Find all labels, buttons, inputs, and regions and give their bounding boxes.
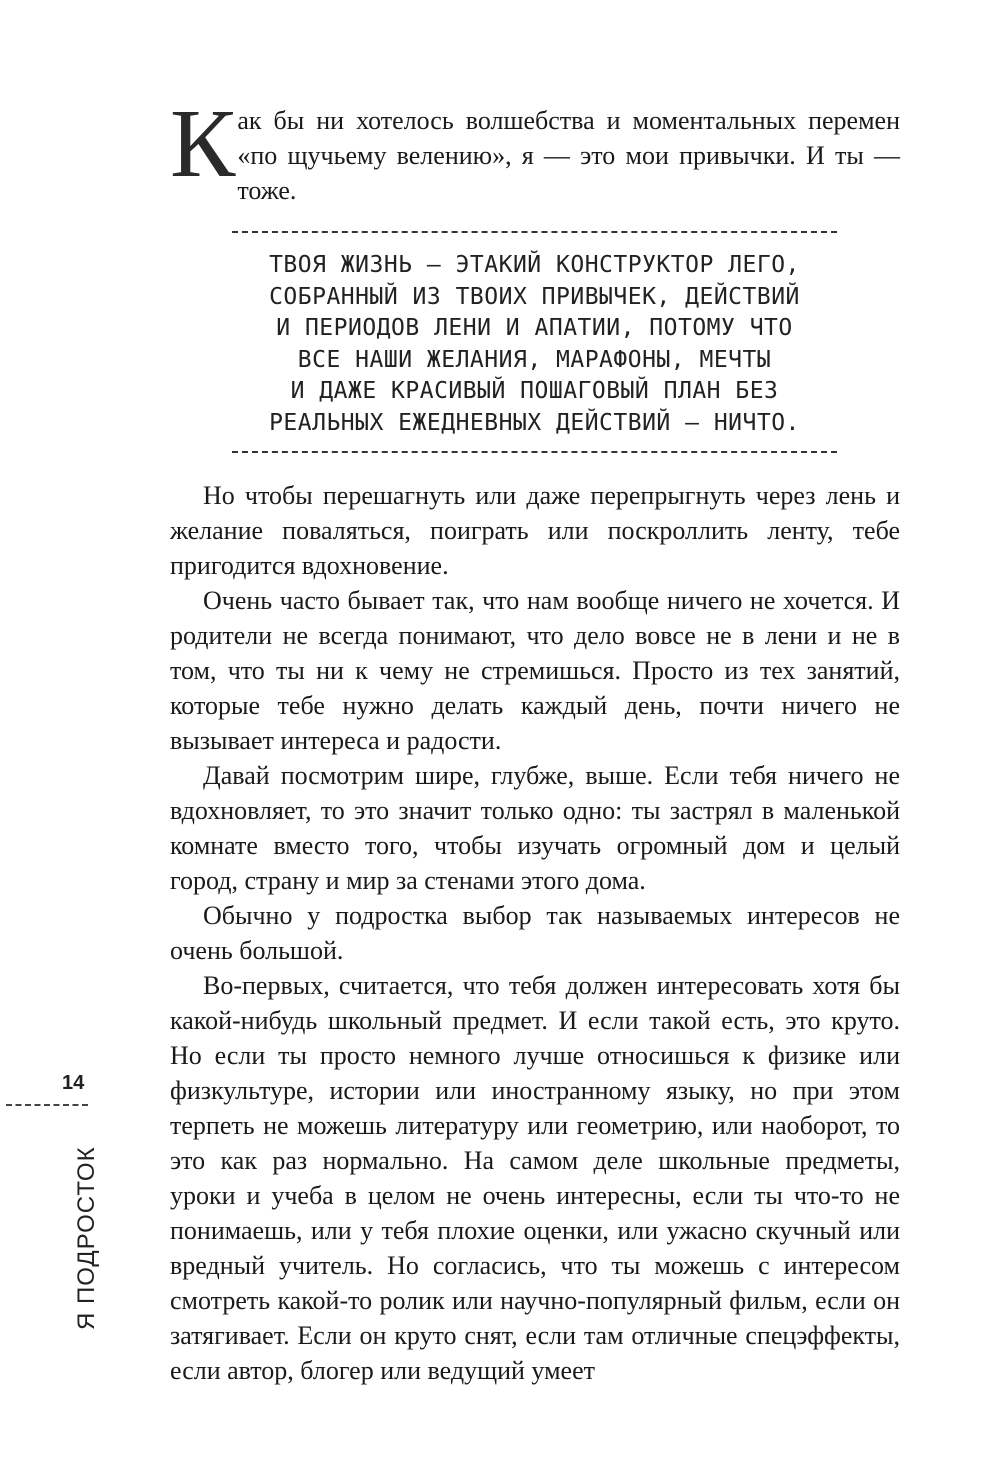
intro-text: ак бы ни хотелось волшебства и моментальных перемен «по щучьему велению», я — это мои привычки. И ты — тоже. (237, 106, 900, 205)
paragraph: Во-первых, считается, что тебя должен интересовать хотя бы какой-нибудь школьный предмет. И если такой есть, это круто. Но если ты просто немного лучше относишься к физике или физкультуре, истории или иностранному языку, но при этом терпеть не можешь литературу или геометрию, или наоборот, то это как раз нормально. На самом деле школьные предметы, уроки и учеба в целом не очень интересны, если ты что-то не понимаешь, или у тебя плохие оценки, или ужасно скучный или вредный учитель. Но согласись, что ты можешь с интересом смотреть какой-то ролик или научно-популярный фильм, если он затягивает. Если он круто снят, если там отличные спецэффекты, если автор, блогер или ведущий умеет (170, 971, 900, 1385)
paragraph: Давай посмотрим шире, глубже, выше. Если тебя ничего не вдохновляет, то это значит только одно: ты застрял в маленькой комнате вместо того, чтобы изучать огромный дом и целый город, страну и мир за стенами этого дома. (170, 761, 900, 895)
running-head: Я ПОДРОСТОК (73, 1146, 100, 1330)
pull-quote: ТВОЯ ЖИЗНЬ — ЭТАКИЙ КОНСТРУКТОР ЛЕГО, СОБРАННЫЙ ИЗ ТВОИХ ПРИВЫЧЕК, ДЕЙСТВИЙ И ПЕРИОДОВ ЛЕНИ И АПАТИИ, ПОТОМУ ЧТО ВСЕ НАШИ ЖЕЛАНИЯ, МАРАФОНЫ, МЕЧТЫ И ДАЖЕ КРАСИВЫЙ ПОШАГОВЫЙ ПЛАН БЕЗ РЕАЛЬНЫХ ЕЖЕДНЕВНЫХ ДЕЙСТВИЙ — НИЧТО. (269, 252, 800, 436)
paragraph: Обычно у подростка выбор так называемых интересов не очень большой. (170, 901, 900, 965)
page-number-divider (6, 1104, 88, 1106)
page-number: 14 (62, 1072, 85, 1094)
quote-top-divider (232, 231, 837, 233)
quote-bottom-divider (232, 451, 837, 453)
drop-cap: К (170, 90, 236, 198)
paragraph: Но чтобы перешагнуть или даже перепрыгнуть через лень и желание поваляться, поиграть или поскроллить ленту, тебе пригодится вдохновение. (170, 481, 900, 580)
intro-paragraph (170, 90, 900, 208)
body-text (170, 478, 900, 1388)
paragraph: Очень часто бывает так, что нам вообще ничего не хочется. И родители не всегда понимают, что дело вовсе не в лени и не в том, что ты ни к чему не стремишься. Просто из тех занятий, которые тебе нужно делать каждый день, почти ничего не вызывает интереса и радости. (170, 586, 900, 755)
